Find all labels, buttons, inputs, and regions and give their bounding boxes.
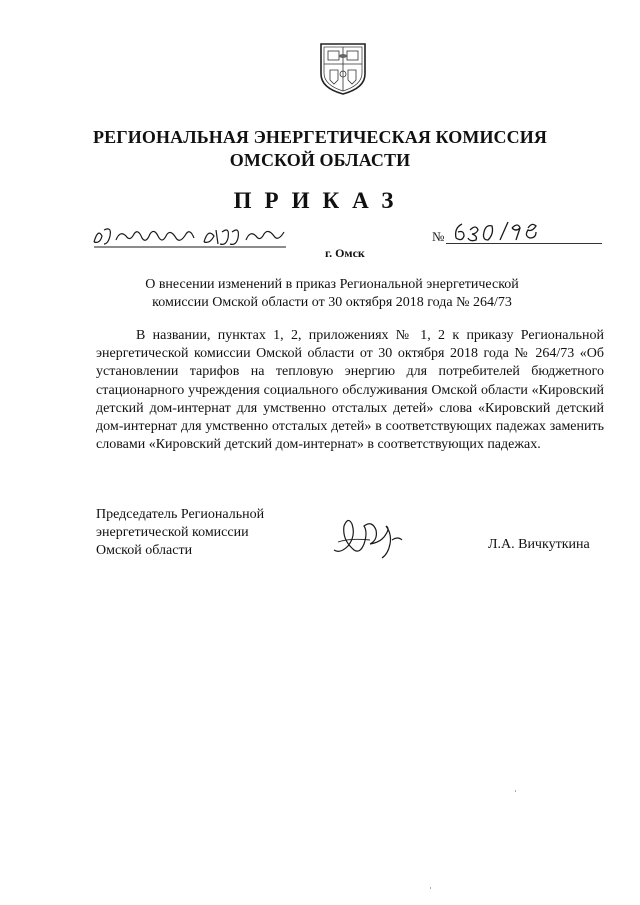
organization-name-line2: ОМСКОЙ ОБЛАСТИ (229, 150, 411, 170)
organization-name-line1: РЕГИОНАЛЬНАЯ ЭНЕРГЕТИЧЕСКАЯ КОМИССИЯ (93, 127, 547, 147)
scan-speck (515, 790, 516, 792)
handwritten-number (450, 218, 550, 244)
scan-speck (430, 887, 431, 889)
handwritten-signature (330, 510, 408, 562)
signer-name: Л.А. Вичкуткина (488, 537, 590, 552)
handwritten-date (90, 222, 290, 250)
signatory-position-line2: энергетической комиссии (96, 525, 249, 541)
city-label: г. Омск (325, 246, 365, 260)
signatory-position-line3: Омской области (96, 543, 193, 559)
number-sign: № (432, 229, 445, 244)
order-subject-line2: комиссии Омской области от 30 октября 2018 года № 264/73 (152, 295, 512, 310)
order-body-paragraph: В названии, пунктах 1, 2, приложениях № 1, 2 к приказу Региональной энергетической комиссии Омской области от 30 октября 2018 года № 264/73 «Об установлении тарифов на тепловую энергию для потребителей бюджетного стационарного учреждения социального обслуживания Омской области «Кировский детский дом-интернат для умственно отсталых детей» слова «Кировский детский дом-интернат для умственно отсталых детей» в соответствующих падежах заменить словами «Кировский детский дом-интернат» в соответствующих падежах. (96, 328, 604, 453)
document-title: ПРИКАЗ (233, 188, 407, 213)
signatory-position (96, 506, 316, 561)
order-subject (110, 276, 554, 312)
order-subject-line1: О внесении изменений в приказ Региональной энергетической (145, 277, 519, 292)
coat-of-arms-emblem (318, 40, 368, 96)
signatory-position-line1: Председатель Региональной (96, 507, 265, 522)
